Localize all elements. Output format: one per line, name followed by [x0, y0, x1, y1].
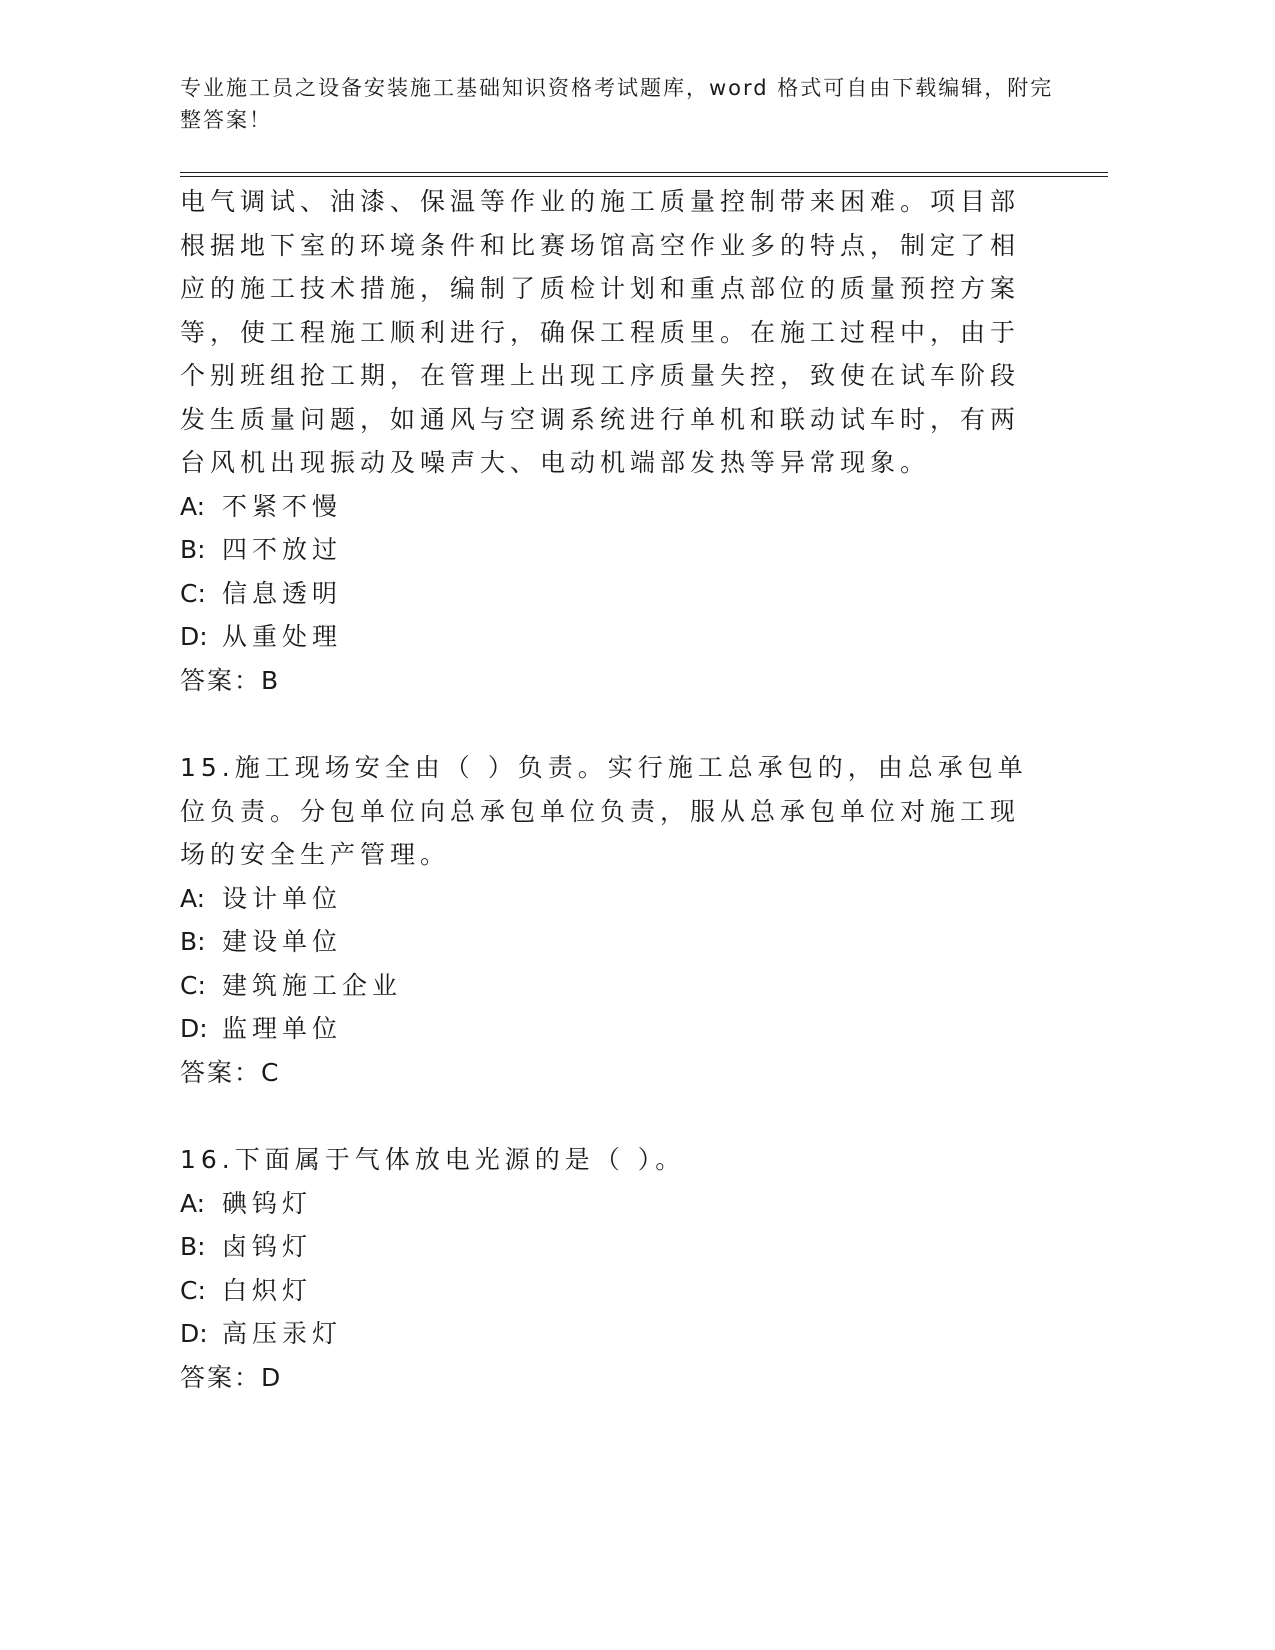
option-d	[180, 1312, 1040, 1356]
spacer	[180, 702, 1040, 746]
question-16	[180, 1138, 1040, 1399]
option-text: 设计单位	[222, 883, 343, 913]
answer-line: 答案：C	[180, 1057, 281, 1087]
document-header: 专业施工员之设备安装施工基础知识资格考试题库，word 格式可自由下载编辑，附完整答案！	[180, 76, 1054, 132]
option-letter: D:	[180, 1014, 208, 1043]
question-stem: 电气调试、油漆、保温等作业的施工质量控制带来困难。项目部根据地下室的环境条件和比赛场馆高空作业多的特点，制定了相应的施工技术措施，编制了质检计划和重点部位的质量预控方案等，使工程施工顺利进行，确保工程质里。在施工过程中，由于个别班组抢工期，在管理上出现工序质量失控，致使在试车阶段发生质量问题，如通风与空调系统进行单机和联动试车时，有两台风机出现振动及噪声大、电动机端部发热等异常现象。	[180, 187, 1021, 477]
answer-line: 答案：D	[180, 1362, 283, 1392]
option-letter: B:	[180, 1232, 206, 1261]
option-letter: A:	[180, 1188, 206, 1218]
option-d	[180, 1007, 1040, 1051]
question-15	[180, 746, 1040, 1094]
question-stem: 16.下面属于气体放电光源的是（ ）。	[180, 1145, 686, 1174]
question-14	[180, 180, 1040, 702]
option-c	[180, 1269, 1040, 1313]
spacer	[180, 1094, 1040, 1138]
option-c	[180, 964, 1040, 1008]
question-stem: 15.施工现场安全由（ ）负责。实行施工总承包的，由总承包单位负责。分包单位向总承包单位负责，服从总承包单位对施工现场的安全生产管理。	[180, 753, 1028, 869]
option-letter: C:	[180, 578, 206, 608]
option-text: 不紧不慢	[222, 491, 343, 521]
option-letter: C:	[180, 1275, 206, 1305]
option-c	[180, 572, 1040, 616]
answer-line: 答案：B	[180, 665, 281, 695]
option-text: 从重处理	[222, 622, 343, 651]
option-text: 信息透明	[222, 578, 343, 608]
option-a	[180, 1182, 1040, 1226]
option-text: 四不放过	[222, 535, 343, 564]
option-letter: D:	[180, 1319, 208, 1348]
option-letter: C:	[180, 970, 206, 1000]
option-text: 碘钨灯	[222, 1188, 313, 1218]
document-content	[180, 180, 1040, 1399]
option-letter: D:	[180, 622, 208, 651]
option-letter: B:	[180, 927, 206, 956]
option-letter: B:	[180, 535, 206, 564]
option-letter: A:	[180, 491, 206, 521]
option-text: 建设单位	[222, 927, 343, 956]
option-letter: A:	[180, 883, 206, 913]
header-double-rule	[180, 172, 1108, 177]
option-b	[180, 1225, 1040, 1269]
option-b	[180, 920, 1040, 964]
option-text: 监理单位	[222, 1014, 343, 1043]
option-text: 白炽灯	[222, 1275, 313, 1305]
option-d	[180, 615, 1040, 659]
option-text: 建筑施工企业	[222, 970, 403, 1000]
option-a	[180, 877, 1040, 921]
option-a	[180, 485, 1040, 529]
option-text: 高压汞灯	[222, 1319, 343, 1348]
option-b	[180, 528, 1040, 572]
option-text: 卤钨灯	[222, 1232, 313, 1261]
